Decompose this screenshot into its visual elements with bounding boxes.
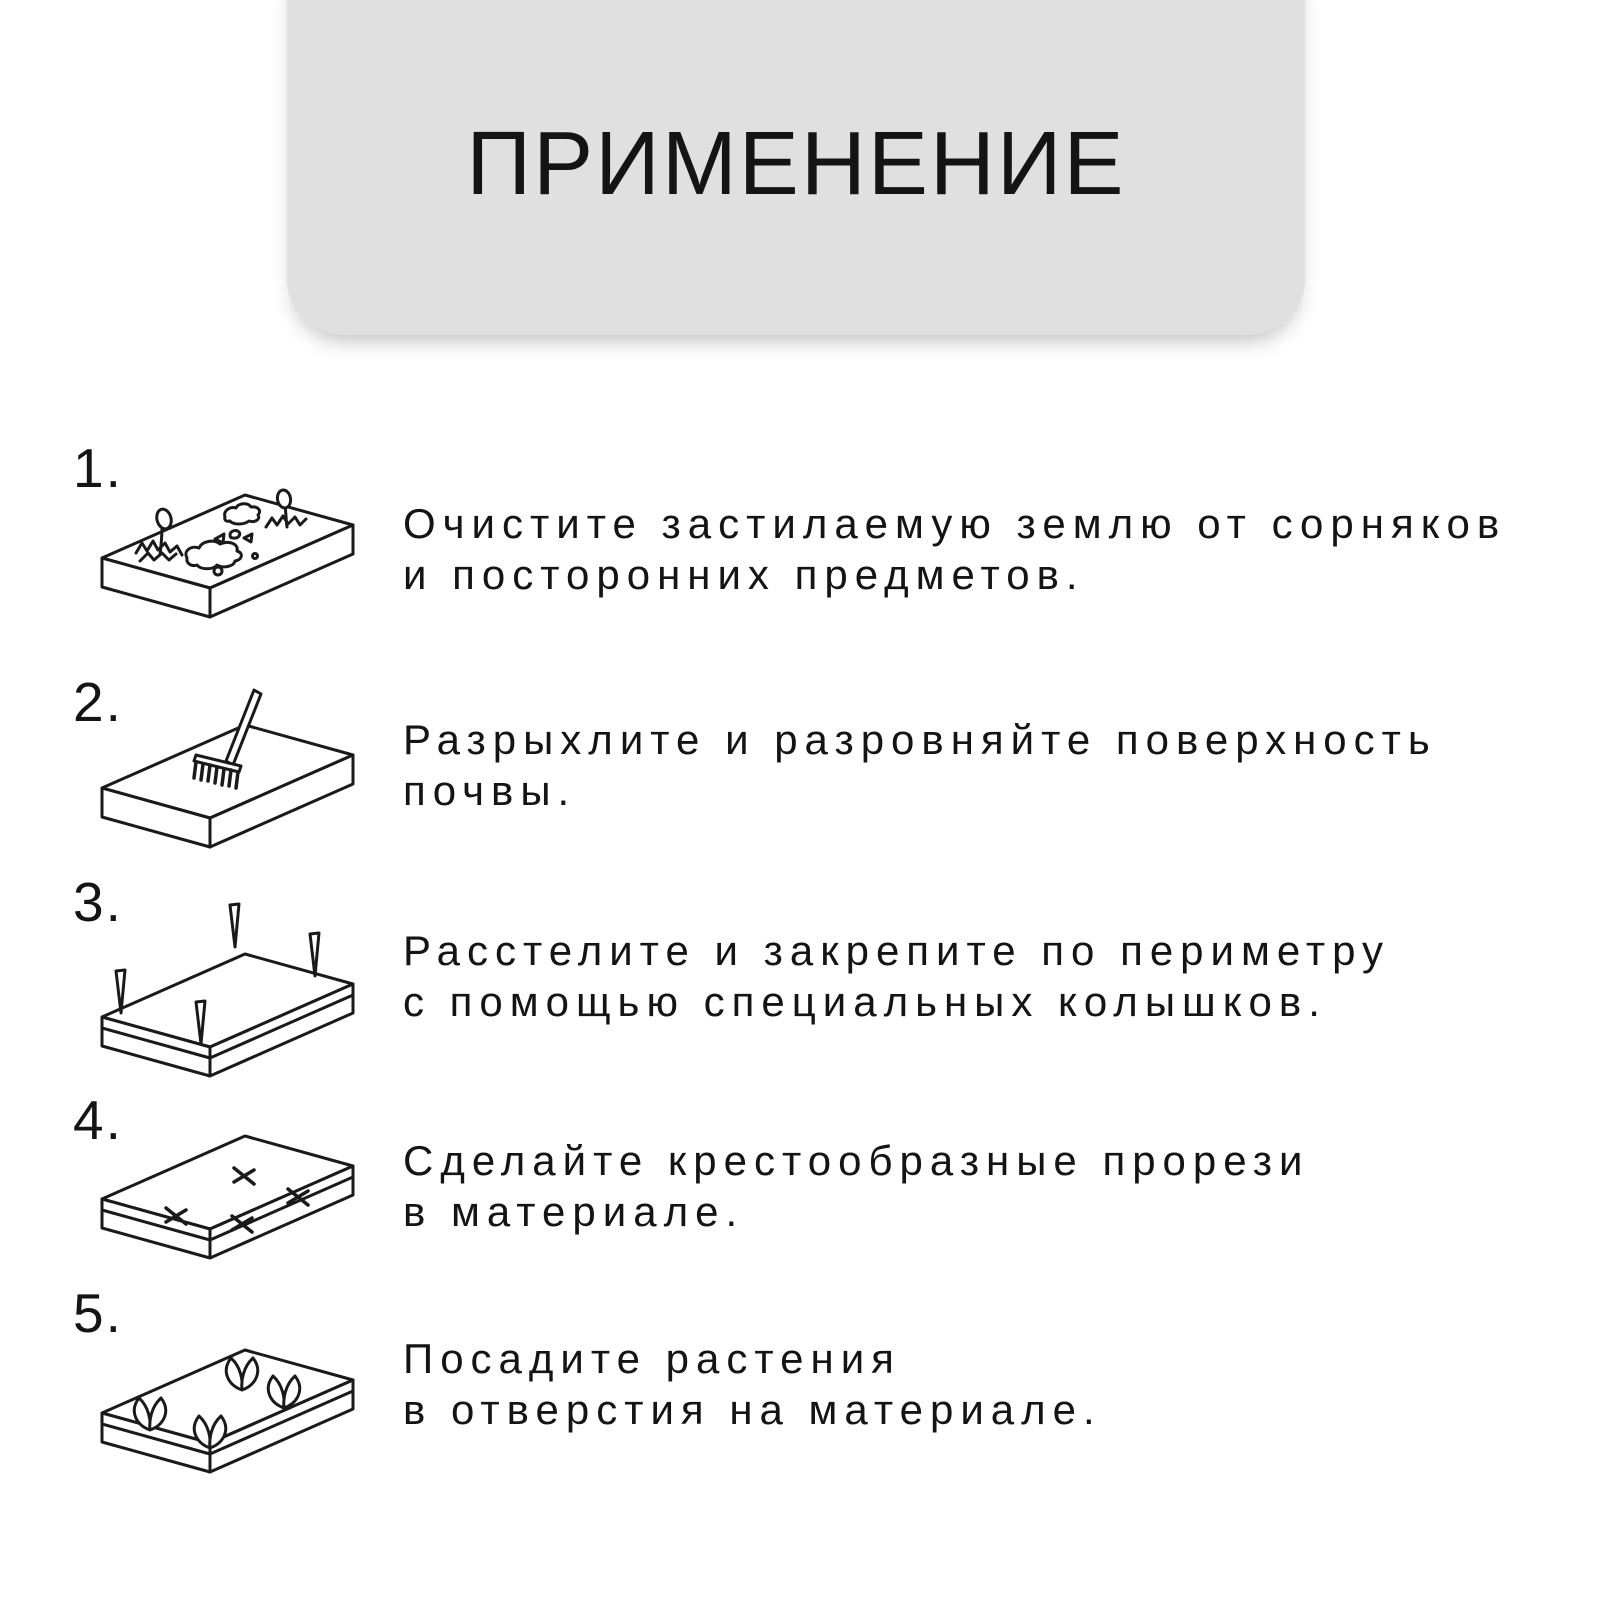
step-1-description [403, 498, 1506, 600]
step-row-5 [73, 1282, 1553, 1516]
step-3-number: 3. [73, 871, 123, 933]
step-text-line: с помощью специальных колышков. [403, 978, 1327, 1025]
step-row-2 [73, 671, 1553, 905]
step-text-line: в отверстия на материале. [403, 1386, 1102, 1433]
garden-bed-with-cross-cuts-icon [92, 1084, 364, 1274]
step-4-description [403, 1135, 1309, 1237]
step-4-number: 4. [73, 1089, 123, 1151]
step-1-number: 1. [73, 437, 123, 499]
step-2-description [403, 714, 1437, 816]
header-box [287, 0, 1305, 335]
step-row-1 [73, 437, 1553, 671]
step-5-number: 5. [73, 1282, 123, 1344]
step-text-line: Разрыхлите и разровняйте поверхность [403, 716, 1437, 763]
garden-bed-with-weeds-icon [92, 443, 364, 633]
step-text-line: и посторонних предметов. [403, 551, 1085, 598]
step-text-line: в материале. [403, 1188, 745, 1235]
step-row-3 [73, 871, 1553, 1105]
step-5-description [403, 1333, 1102, 1435]
step-2-number: 2. [73, 671, 123, 733]
step-text-line: Расстелите и закрепите по периметру [403, 927, 1390, 974]
garden-bed-with-rake-icon [92, 673, 364, 863]
page-title: ПРИМЕНЕНИЕ [466, 114, 1126, 214]
step-text-line: Сделайте крестообразные прорези [403, 1137, 1310, 1184]
step-text-line: почвы. [403, 767, 577, 814]
step-text-line: Посадите растения [403, 1335, 901, 1382]
step-3-description [403, 925, 1390, 1027]
step-text-line: Очистите застилаемую землю от сорняков [403, 500, 1507, 547]
garden-bed-with-plants-icon [92, 1298, 364, 1488]
garden-bed-with-pegs-icon [92, 902, 364, 1092]
